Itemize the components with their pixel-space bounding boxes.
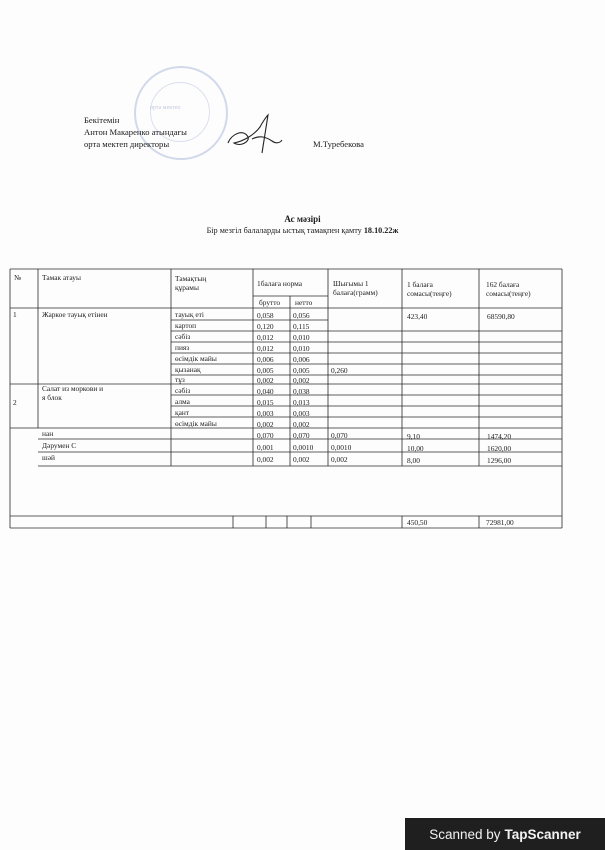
scanner-prefix: Scanned by	[429, 826, 501, 842]
header-sum1-1: 1 балаға	[407, 280, 433, 289]
ingredient-netto: 0,002	[293, 420, 310, 429]
ingredient-brutto: 0,120	[257, 322, 274, 331]
group1-sum162: 68590,80	[487, 312, 515, 321]
ingredient-brutto: 0,002	[257, 420, 274, 429]
ingredient-name: өсімдік майы	[175, 354, 217, 363]
ingredient-name: қызанақ	[175, 365, 201, 374]
extra-dish: Дәрумен С	[42, 441, 77, 450]
ingredient-brutto: 0,012	[257, 344, 274, 353]
ingredient-brutto: 0,012	[257, 333, 274, 342]
header-norm: 1балаға норма	[257, 279, 303, 288]
header-sum1-2: сомасы(теңге)	[407, 289, 452, 298]
total-sum162: 72981,00	[486, 518, 514, 527]
group1-num: 1	[13, 310, 17, 319]
extra-sum1: 8,00	[407, 456, 420, 465]
total-sum1: 450,50	[407, 518, 428, 527]
header-sum162-1: 162 балаға	[486, 280, 520, 289]
extra-dish: шәй	[42, 453, 55, 462]
ingredient-name: картоп	[175, 321, 197, 330]
group2-dish-2: я блок	[42, 393, 62, 402]
ingredient-brutto: 0,005	[257, 366, 274, 375]
ingredient-name: сәбіз	[175, 332, 191, 341]
extra-usage: 0,0010	[331, 443, 352, 452]
extra-sum162: 1296,00	[487, 456, 512, 465]
extra-brutto: 0,002	[257, 455, 274, 464]
header-usage-2: балаға(грамм)	[333, 288, 378, 297]
extra-sum1: 9,10	[407, 432, 420, 441]
ingredient-netto: 0,010	[293, 333, 310, 342]
ingredient-brutto: 0,058	[257, 311, 274, 320]
ingredient-name: пияз	[175, 343, 190, 352]
extra-sum162: 1474,20	[487, 432, 512, 441]
scanner-watermark	[405, 818, 605, 850]
header-sum162-2: сомасы(теңге)	[486, 289, 531, 298]
extra-usage: 0,070	[331, 431, 348, 440]
ingredient-brutto: 0,003	[257, 409, 274, 418]
extra-netto: 0,002	[293, 455, 310, 464]
header-usage-1: Шығымы 1	[333, 279, 369, 288]
extra-brutto: 0,001	[257, 443, 274, 452]
extra-usage: 0,002	[331, 455, 348, 464]
ingredient-name: өсімдік майы	[175, 419, 217, 428]
extra-netto: 0,070	[293, 431, 310, 440]
extra-sum162: 1620,00	[487, 444, 512, 453]
ingredient-netto: 0,002	[293, 376, 310, 385]
ingredient-brutto: 0,006	[257, 355, 274, 364]
ingredient-netto: 0,056	[293, 311, 310, 320]
header-netto: нетто	[295, 298, 313, 307]
ingredient-netto: 0,006	[293, 355, 310, 364]
group2-num: 2	[13, 398, 17, 407]
menu-title: Ас мәзірі	[284, 214, 321, 224]
ingredient-name: алма	[175, 397, 190, 406]
group1-usage: 0,260	[331, 366, 348, 375]
header-num: №	[14, 273, 22, 282]
scanner-brand: TapScanner	[504, 826, 581, 842]
group1-dish: Жаркое тауық етінен	[42, 310, 108, 319]
ingredient-brutto: 0,040	[257, 387, 274, 396]
extra-brutto: 0,070	[257, 431, 274, 440]
ingredient-name: сәбіз	[175, 386, 191, 395]
header-dish: Тамак атауы	[42, 273, 81, 282]
approval-line-3: орта мектеп директоры	[84, 139, 170, 149]
ingredient-name: тауық еті	[175, 310, 204, 319]
header-composition-1: Тамақтың	[175, 274, 207, 283]
ingredient-name: тұз	[175, 375, 185, 384]
approval-line-2: Антон Макаренко атындағы	[84, 127, 187, 137]
ingredient-netto: 0,005	[293, 366, 310, 375]
menu-date: 18.10.22ж	[363, 226, 399, 235]
header-composition-2: құрамы	[175, 283, 199, 292]
group1-sum1: 423,40	[407, 312, 428, 321]
ingredient-name: қант	[175, 408, 190, 417]
menu-subtitle-text: Бір мезгіл балаларды ыстық тамақпен қамту	[206, 226, 362, 235]
header-brutto: брутто	[259, 298, 281, 307]
extra-dish: нан	[42, 429, 54, 438]
extra-sum1: 10,00	[407, 444, 424, 453]
ingredient-netto: 0,013	[293, 398, 310, 407]
group2-dish-1: Салат из моркови и	[42, 384, 104, 393]
ingredient-netto: 0,003	[293, 409, 310, 418]
ingredient-netto: 0,115	[293, 322, 310, 331]
ingredient-netto: 0,038	[293, 387, 310, 396]
stamp-text: орта мектеп	[150, 105, 181, 111]
ingredient-brutto: 0,002	[257, 376, 274, 385]
ingredient-brutto: 0,015	[257, 398, 274, 407]
extra-netto: 0,0010	[293, 443, 314, 452]
director-name: М.Туребекова	[313, 139, 364, 149]
ingredient-netto: 0,010	[293, 344, 310, 353]
approval-line-1: Бекітемін	[84, 115, 120, 125]
